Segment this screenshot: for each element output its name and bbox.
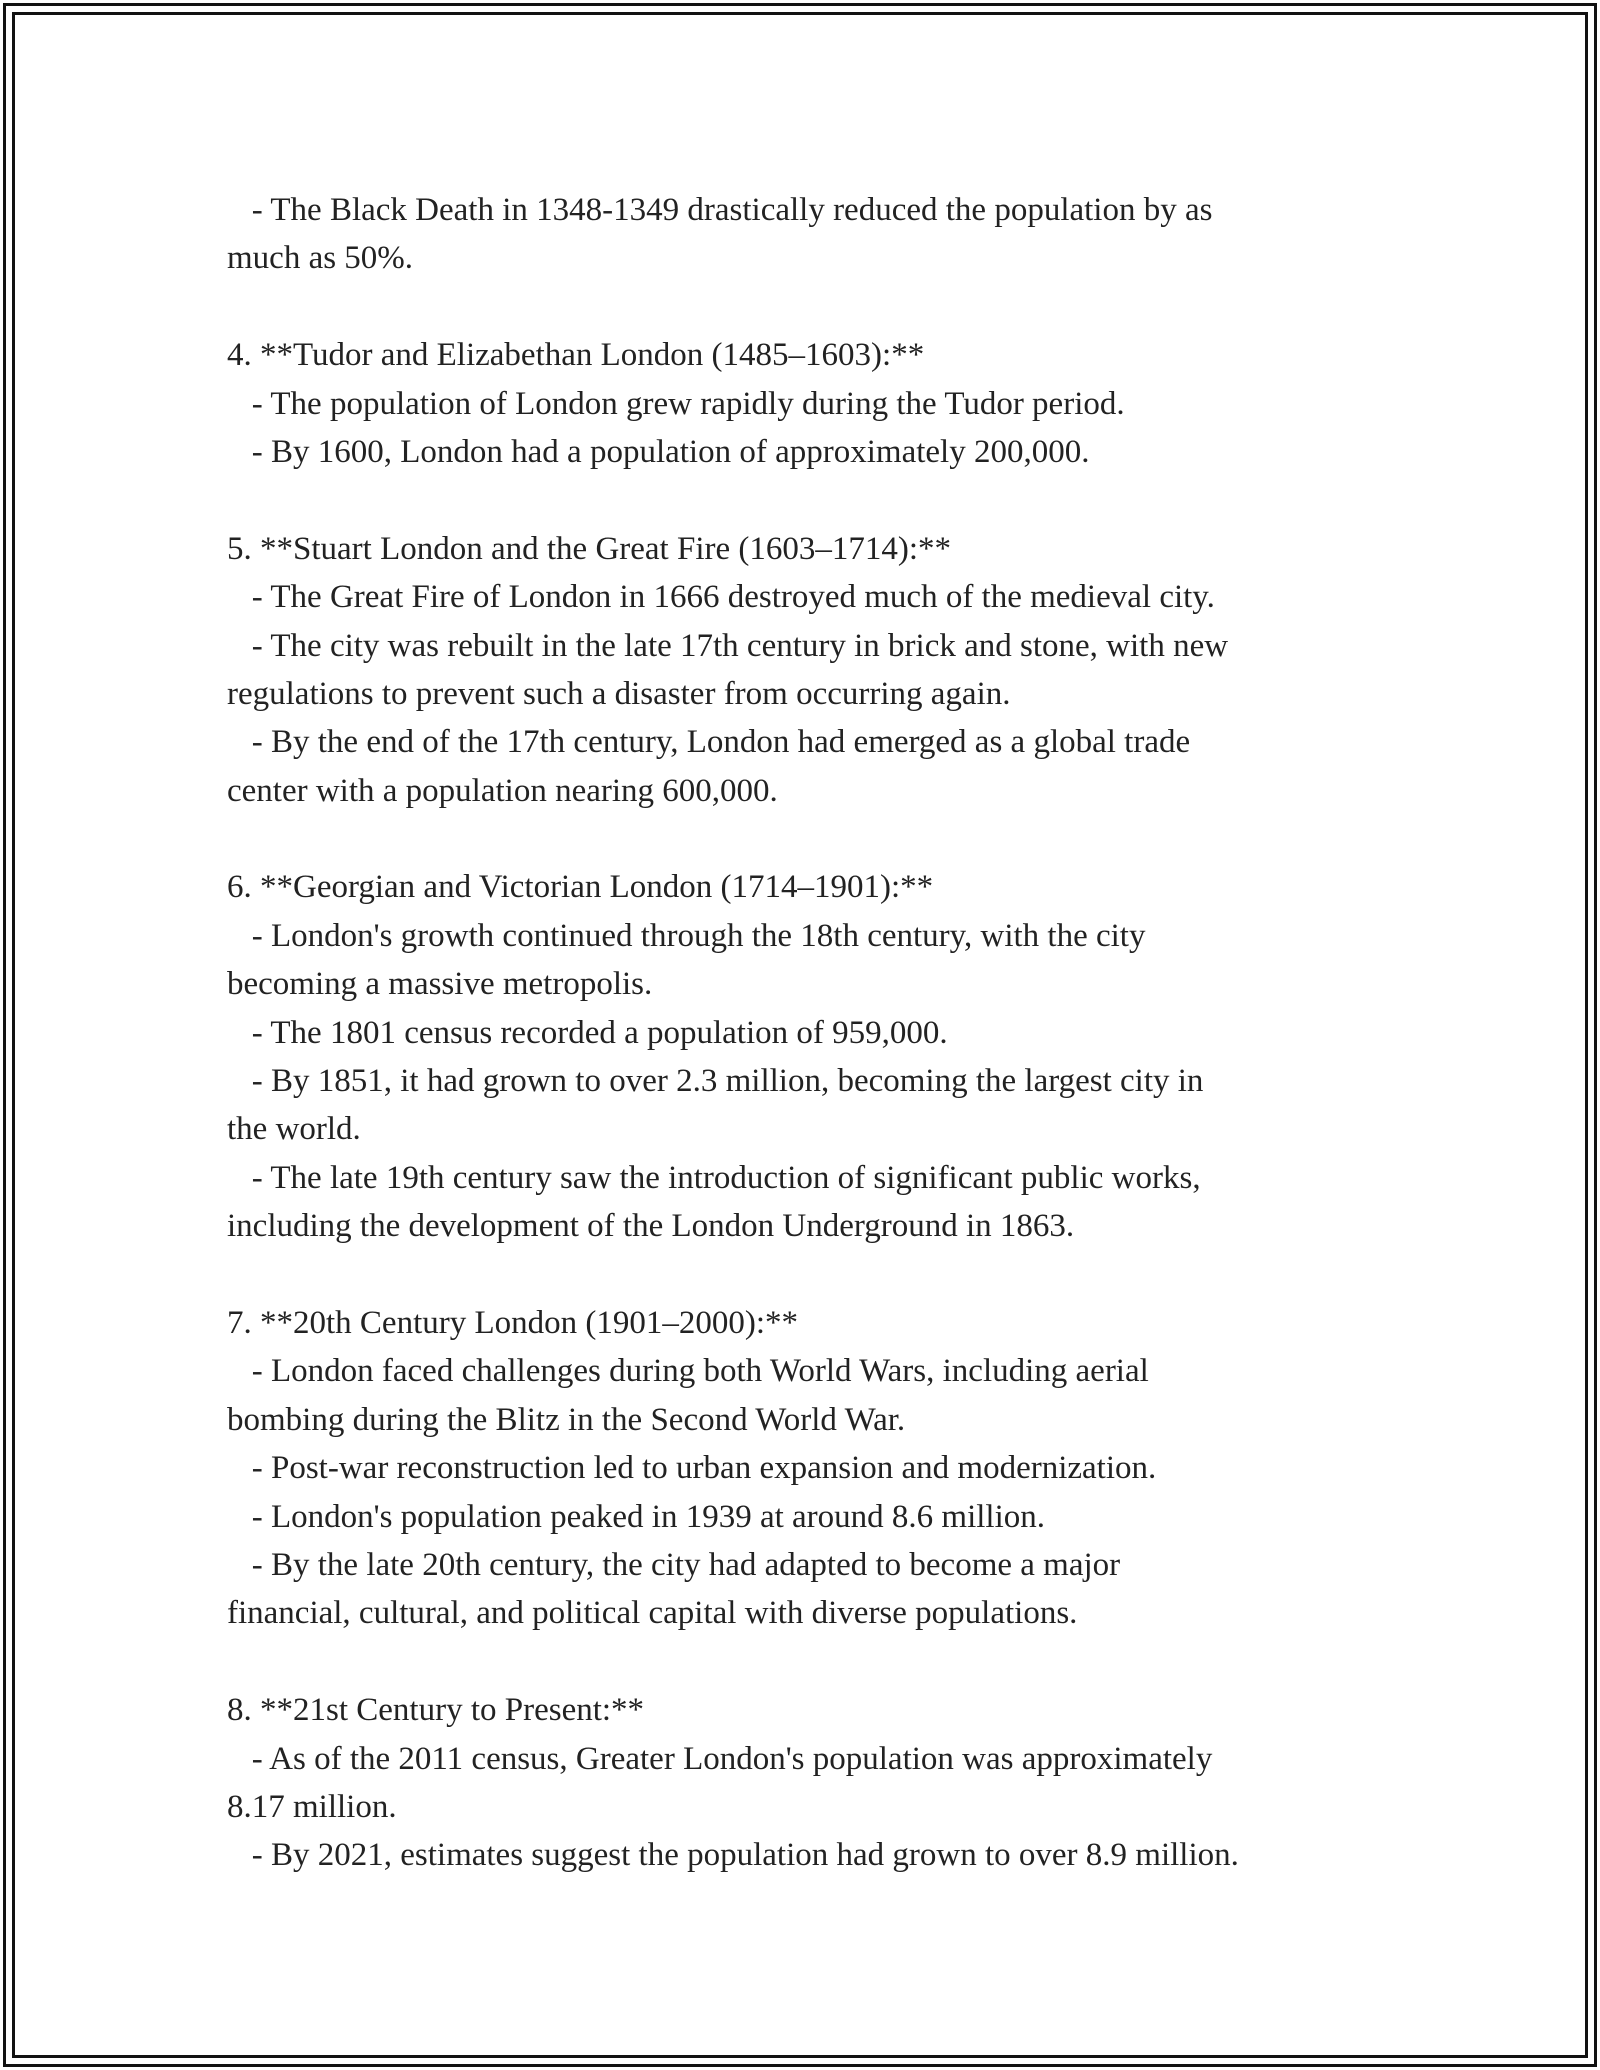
text-line: - By 1600, London had a population of approximately 200,000. <box>227 433 1090 470</box>
section-stuart <box>227 525 1377 815</box>
section-heading: 4. **Tudor and Elizabethan London (1485–1603):** <box>227 337 925 374</box>
section-heading: 6. **Georgian and Victorian London (1714–1901):** <box>227 869 934 906</box>
text-line: financial, cultural, and political capital with diverse populations. <box>227 1595 1078 1632</box>
document-body <box>227 186 1377 1880</box>
section-21st-century <box>227 1686 1377 1880</box>
text-line: - By the end of the 17th century, London had emerged as a global trade <box>227 724 1191 761</box>
paragraph-gap <box>227 1251 1377 1299</box>
paragraph-gap <box>227 476 1377 524</box>
text-line: - By 2021, estimates suggest the population had grown to over 8.9 million. <box>227 1837 1239 1874</box>
paragraph-gap <box>227 283 1377 331</box>
text-line: becoming a massive metropolis. <box>227 966 653 1003</box>
section-heading: 8. **21st Century to Present:** <box>227 1692 645 1729</box>
text-line: - The Black Death in 1348-1349 drastically reduced the population by as <box>227 192 1213 228</box>
text-line: - London's population peaked in 1939 at around 8.6 million. <box>227 1498 1045 1535</box>
text-line: - The city was rebuilt in the late 17th century in brick and stone, with new <box>227 627 1229 664</box>
paragraph-gap <box>227 815 1377 863</box>
paragraph-gap <box>227 1638 1377 1686</box>
section-20th-century <box>227 1299 1377 1638</box>
text-line: - Post-war reconstruction led to urban expansion and modernization. <box>227 1450 1157 1487</box>
intro-paragraph <box>227 186 1377 283</box>
text-line: much as 50%. <box>227 240 414 277</box>
text-line: - The 1801 census recorded a population of 959,000. <box>227 1014 948 1051</box>
text-line: - The late 19th century saw the introduction of significant public works, <box>227 1159 1201 1196</box>
text-line: - By 1851, it had grown to over 2.3 million, becoming the largest city in <box>227 1063 1204 1100</box>
text-line: - The population of London grew rapidly during the Tudor period. <box>227 385 1125 422</box>
section-heading: 5. **Stuart London and the Great Fire (1603–1714):** <box>227 530 952 567</box>
text-line: - As of the 2011 census, Greater London's population was approximately <box>227 1740 1213 1777</box>
section-tudor <box>227 331 1377 476</box>
text-line: - London faced challenges during both World Wars, including aerial <box>227 1353 1149 1390</box>
section-heading: 7. **20th Century London (1901–2000):** <box>227 1304 799 1341</box>
text-line: - The Great Fire of London in 1666 destroyed much of the medieval city. <box>227 579 1215 616</box>
section-georgian-victorian <box>227 863 1377 1250</box>
text-line: - London's growth continued through the 18th century, with the city <box>227 917 1146 954</box>
text-line: the world. <box>227 1111 361 1148</box>
text-line: regulations to prevent such a disaster from occurring again. <box>227 675 1011 712</box>
text-line: bombing during the Blitz in the Second World War. <box>227 1401 906 1438</box>
text-line: center with a population nearing 600,000. <box>227 772 778 809</box>
text-line: - By the late 20th century, the city had adapted to become a major <box>227 1546 1121 1583</box>
text-line: 8.17 million. <box>227 1788 397 1825</box>
text-line: including the development of the London Underground in 1863. <box>227 1208 1075 1245</box>
